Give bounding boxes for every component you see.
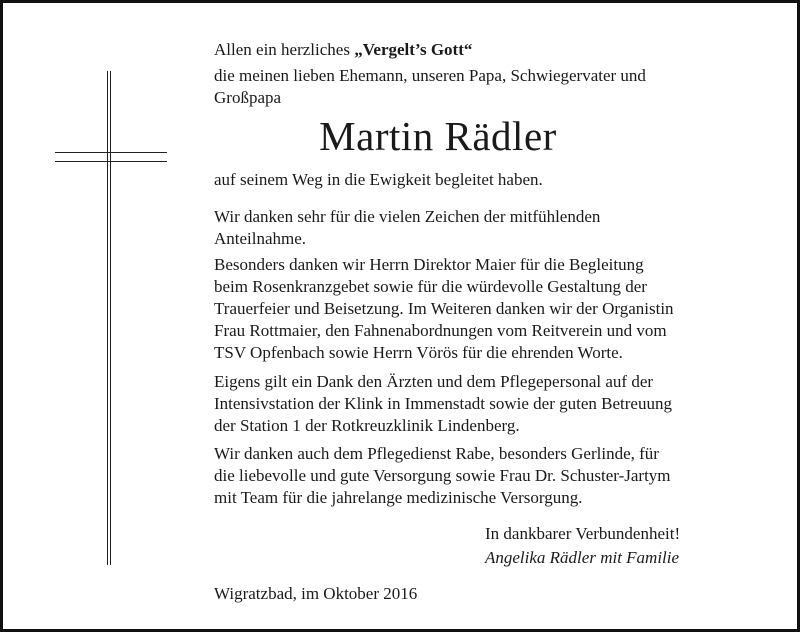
- paragraph-line: Wir danken auch dem Pflegedienst Rabe, besonders Gerlinde, für: [214, 444, 659, 463]
- paragraph-line: Besonders danken wir Herrn Direktor Maier für die Begleitung: [214, 255, 644, 274]
- paragraph-line: der Station 1 der Rotkreuzklinik Lindenberg.: [214, 416, 520, 435]
- paragraph-line: TSV Opfenbach sowie Herrn Vörös für die ehrenden Worte.: [214, 343, 623, 362]
- place-date: Wigratzbad, im Oktober 2016: [214, 584, 418, 603]
- paragraph-3: [214, 371, 774, 437]
- intro-line-2: die meinen lieben Ehemann, unseren Papa, Schwiegervater und: [214, 66, 646, 85]
- paragraph-line: die liebevolle und gute Versorgung sowie Frau Dr. Schuster-Jartym: [214, 466, 671, 485]
- signature: Angelika Rädler mit Familie: [485, 548, 680, 567]
- paragraph-line: Anteilnahme.: [214, 229, 307, 248]
- paragraph-line: Frau Rottmaier, den Fahnenabordnungen vom Reitverein und vom: [214, 321, 667, 340]
- paragraph-line: Eigens gilt ein Dank den Ärzten und dem Pflegepersonal auf der: [214, 372, 654, 391]
- intro-line-3: Großpapa: [214, 88, 282, 107]
- closing-phrase: In dankbarer Verbundenheit!: [485, 524, 681, 543]
- paragraph-line: Trauerfeier und Beisetzung. Im Weiteren danken wir der Organistin: [214, 299, 674, 318]
- paragraph-line: beim Rosenkranzgebet sowie für die würdevolle Gestaltung der: [214, 277, 647, 296]
- after-name-line: auf seinem Weg in die Ewigkeit begleitet haben.: [214, 170, 543, 189]
- paragraph-line: Wir danken sehr für die vielen Zeichen der mitfühlenden: [214, 207, 601, 226]
- paragraph-1: [214, 206, 774, 250]
- paragraph-4: [214, 443, 774, 509]
- intro-emphasis: „Vergelt’s Gott“: [354, 40, 473, 59]
- intro-prefix: Allen ein herzliches: [214, 40, 350, 59]
- deceased-name: Martin Rädler: [319, 113, 557, 159]
- paragraph-line: Intensivstation der Klink in Immenstadt sowie der guten Betreuung: [214, 394, 672, 413]
- paragraph-2: [214, 254, 774, 364]
- intro-line-1: [214, 39, 472, 61]
- paragraph-line: mit Team für die jahrelange medizinische Versorgung.: [214, 488, 583, 507]
